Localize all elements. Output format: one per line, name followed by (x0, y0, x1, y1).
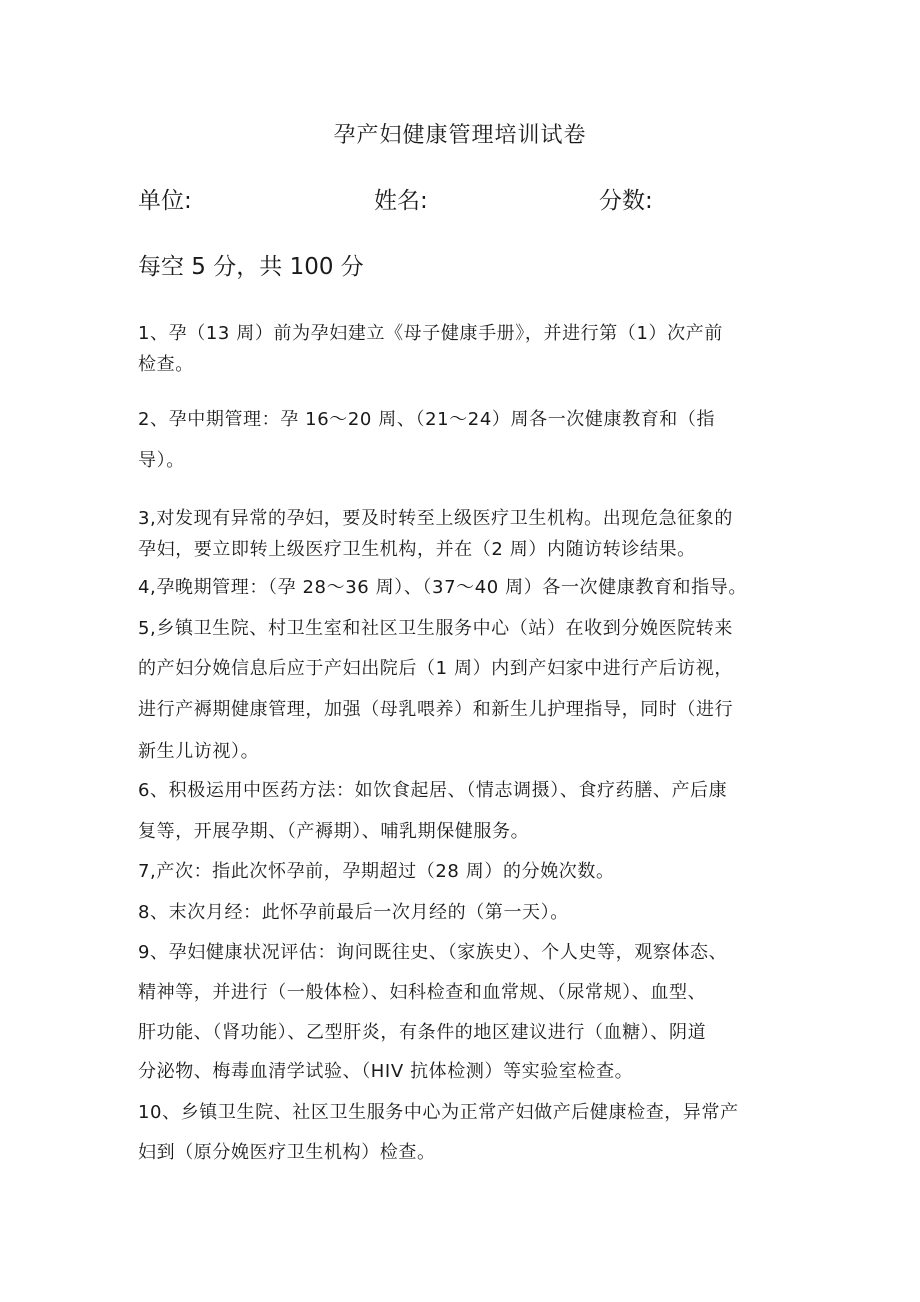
question-9-line-4: 分泌物、梅毒血清学试验、（HIV 抗体检测）等实验室检查。 (138, 1061, 634, 1082)
question-10-line-1: 10、乡镇卫生院、社区卫生服务中心为正常产妇做产后健康检查，异常产 (138, 1102, 739, 1123)
question-2-line-2: 导）。 (138, 450, 185, 471)
question-7-line-1: 7,产次：指此次怀孕前，孕期超过（28 周）的分娩次数。 (138, 861, 615, 882)
question-2-line-1: 2、孕中期管理：孕 16～20 周、（21～24）周各一次健康教育和（指 (138, 409, 716, 430)
question-9-line-1: 9、孕妇健康状况评估：询问既往史、（家族史）、个人史等，观察体态、 (138, 942, 728, 963)
page-title: 孕产妇健康管理培训试卷 (333, 123, 587, 148)
question-1-line-1: 1、孕（13 周）前为孕妇建立《母子健康手册》，并进行第（1）次产前 (138, 323, 723, 344)
unit-field-label: 单位: (138, 188, 192, 214)
question-5-line-1: 5,乡镇卫生院、村卫生室和社区卫生服务中心（站）在收到分娩医院转来 (138, 618, 733, 639)
question-9-line-3: 肝功能、（肾功能）、乙型肝炎，有条件的地区建议进行（血糖）、阴道 (138, 1022, 707, 1043)
question-8-line-1: 8、末次月经：此怀孕前最后一次月经的（第一天）。 (138, 902, 569, 923)
question-6-line-2: 复等，开展孕期、（产褥期）、哺乳期保健服务。 (138, 821, 530, 842)
question-10-line-2: 妇到（原分娩医疗卫生机构）检查。 (138, 1142, 436, 1163)
question-5-line-2: 的产妇分娩信息后应于产妇出院后（1 周）内到产妇家中进行产后访视， (138, 658, 733, 679)
name-field-label: 姓名: (374, 188, 428, 214)
question-3-line-2: 孕妇，要立即转上级医疗卫生机构，并在（2 周）内随访转诊结果。 (138, 539, 696, 560)
question-9-line-2: 精神等，并进行（一般体检）、妇科检查和血常规、（尿常规）、血型、 (138, 982, 707, 1003)
question-5-line-3: 进行产褥期健康管理，加强（母乳喂养）和新生儿护理指导，同时（进行 (138, 699, 734, 720)
question-5-line-4: 新生儿访视）。 (138, 741, 260, 762)
question-1-line-2: 检查。 (138, 354, 194, 375)
question-3-line-1: 3,对发现有异常的孕妇，要及时转至上级医疗卫生机构。出现危急征象的 (138, 508, 733, 529)
question-4-line-1: 4,孕晚期管理：（孕 28～36 周）、（37～40 周）各一次健康教育和指导。 (138, 577, 747, 598)
question-6-line-1: 6、积极运用中医药方法：如饮食起居、（情志调摄）、食疗药膳、产后康 (138, 780, 728, 801)
score-field-label: 分数: (599, 188, 653, 214)
scoring-instructions: 每空 5 分，共 100 分 (138, 254, 364, 280)
